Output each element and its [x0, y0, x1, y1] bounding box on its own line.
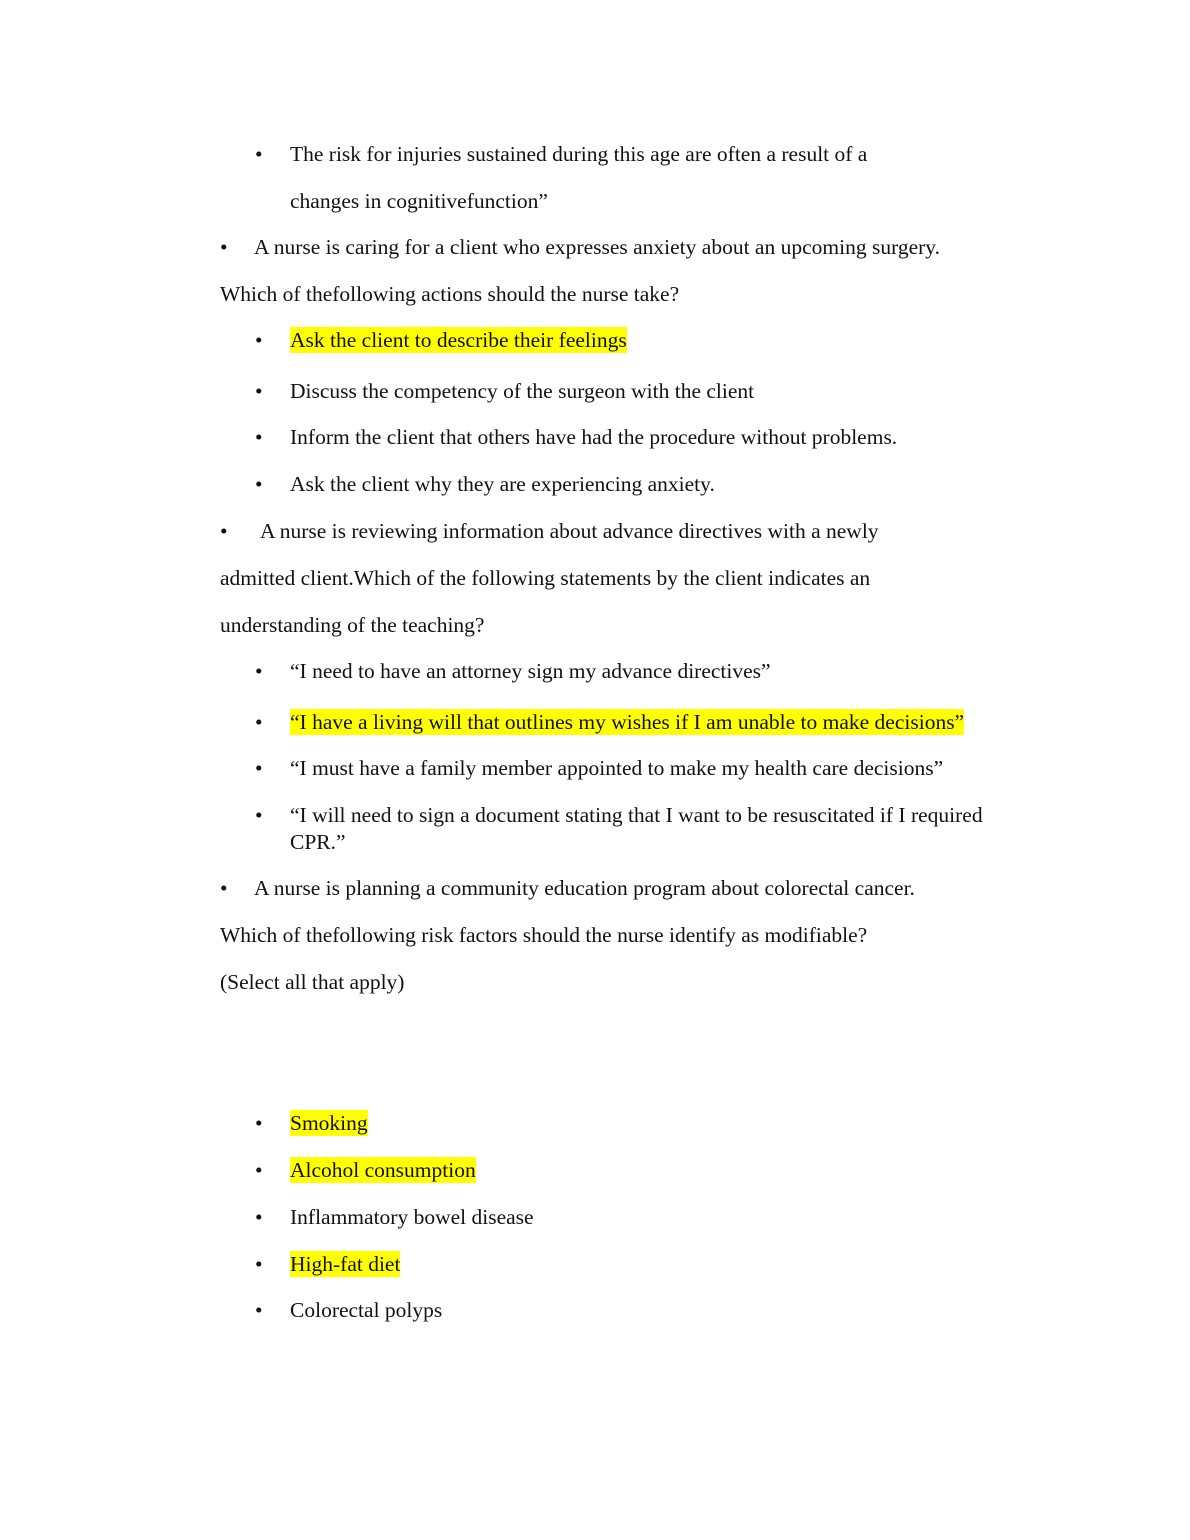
answer-option-text-continued: CPR.”	[290, 830, 346, 854]
question-stem: A nurse is planning a community education program about colorectal cancer.	[254, 876, 915, 900]
question-stem-continued: Which of thefollowing risk factors should the nurse identify as modifiable?	[220, 923, 868, 947]
bullet: •	[255, 1111, 263, 1135]
question-stem: A nurse is reviewing information about advance directives with a newly	[260, 519, 879, 543]
question-stem-continued: admitted client.Which of the following statements by the client indicates an	[220, 566, 871, 590]
answer-option: Inform the client that others have had the procedure without problems.	[290, 425, 898, 449]
answer-option: “I will need to sign a document stating that I want to be resuscitated if I required	[290, 803, 983, 827]
bullet: •	[255, 142, 263, 166]
bullet: •	[255, 1298, 263, 1322]
question-stem-continued: understanding of the teaching?	[220, 613, 485, 637]
bullet: •	[255, 710, 263, 734]
bullet: •	[255, 379, 263, 403]
answer-option: Colorectal polyps	[290, 1298, 443, 1322]
answer-option-correct: “I have a living will that outlines my wishes if I am unable to make decisions”	[290, 710, 965, 734]
answer-option: Discuss the competency of the surgeon with the client	[290, 379, 755, 403]
answer-option-correct: Alcohol consumption	[290, 1158, 476, 1182]
question-stem: A nurse is caring for a client who expresses anxiety about an upcoming surgery.	[254, 235, 941, 259]
bullet: •	[255, 1158, 263, 1182]
bullet: •	[255, 803, 263, 827]
question-stem-continued: Which of thefollowing actions should the nurse take?	[220, 282, 680, 306]
answer-option-text-continued: changes in cognitivefunction”	[290, 189, 548, 213]
bullet: •	[255, 328, 263, 352]
answer-option-text: The risk for injuries sustained during this age are often a result of a	[290, 142, 868, 166]
bullet: •	[255, 659, 263, 683]
bullet: •	[255, 472, 263, 496]
question-bullet: •	[220, 876, 228, 900]
answer-option: Inflammatory bowel disease	[290, 1205, 534, 1229]
bullet: •	[255, 1252, 263, 1276]
bullet: •	[255, 756, 263, 780]
answer-option-correct: Smoking	[290, 1111, 368, 1135]
question-bullet: •	[220, 519, 228, 543]
bullet: •	[255, 425, 263, 449]
question-bullet: •	[220, 235, 228, 259]
answer-option-correct: Ask the client to describe their feelings	[290, 328, 627, 352]
answer-option: “I must have a family member appointed to make my health care decisions”	[290, 756, 944, 780]
answer-option-correct: High-fat diet	[290, 1252, 401, 1276]
answer-option: “I need to have an attorney sign my advance directives”	[290, 659, 771, 683]
answer-option: Ask the client why they are experiencing anxiety.	[290, 472, 715, 496]
bullet: •	[255, 1205, 263, 1229]
question-instruction: (Select all that apply)	[220, 970, 405, 994]
